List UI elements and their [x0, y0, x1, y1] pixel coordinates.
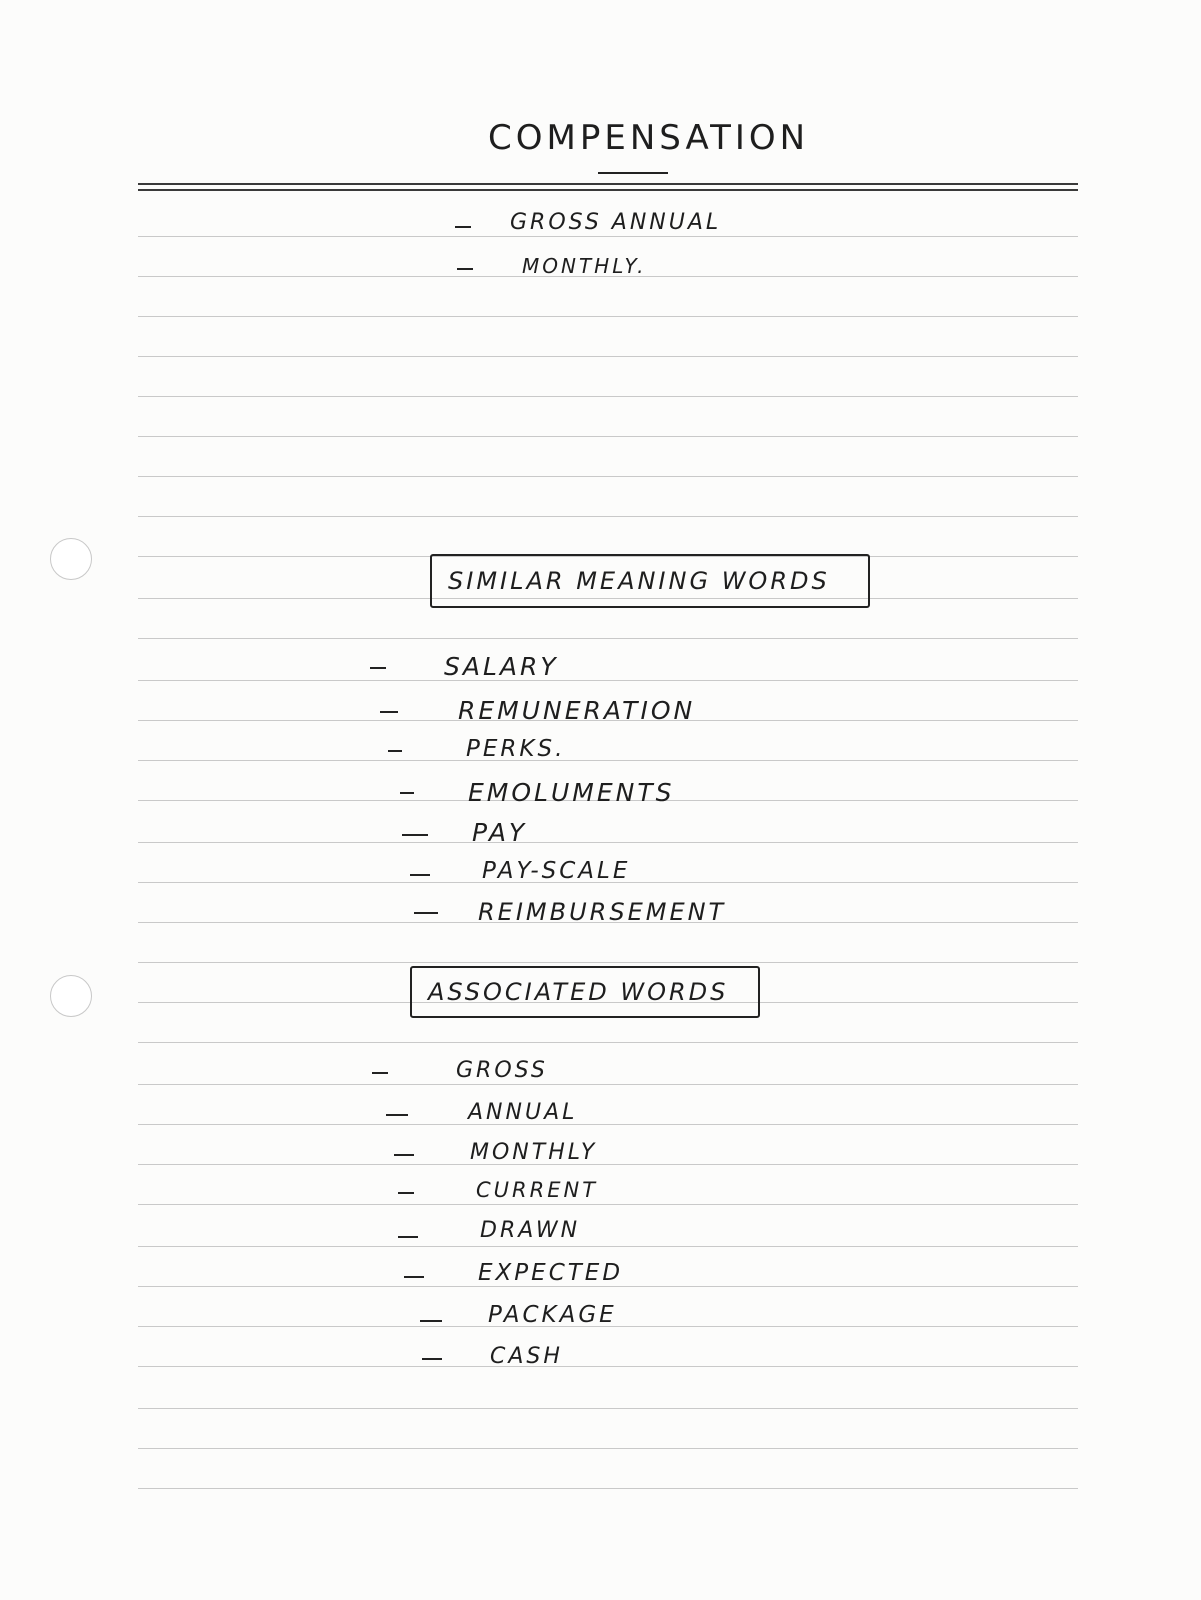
ruled-line [138, 962, 1078, 963]
ruled-line [138, 1448, 1078, 1449]
ruled-line [138, 516, 1078, 517]
similar-item: REIMBURSEMENT [478, 898, 727, 926]
associated-item: DRAWN [480, 1218, 581, 1243]
similar-heading-box [430, 554, 870, 608]
ruled-line [138, 1164, 1078, 1165]
ruled-line [138, 1204, 1078, 1205]
associated-item: ANNUAL [468, 1100, 578, 1125]
similar-item: EMOLUMENTS [468, 778, 675, 807]
dash-mark [402, 834, 428, 836]
associated-item: CURRENT [476, 1178, 599, 1202]
ruled-line [138, 356, 1078, 357]
similar-item: REMUNERATION [458, 696, 696, 725]
ruled-line [138, 1286, 1078, 1287]
ruled-line [138, 1084, 1078, 1085]
similar-item: PERKS. [466, 736, 566, 762]
dash-mark [420, 1320, 442, 1322]
ruled-line [138, 436, 1078, 437]
dash-mark [372, 1072, 388, 1074]
dash-mark [398, 1192, 414, 1194]
ruled-line [138, 1366, 1078, 1367]
similar-item: SALARY [444, 652, 559, 681]
header-rule [138, 183, 1078, 185]
dash-mark [380, 711, 398, 713]
ruled-line [138, 1246, 1078, 1247]
associated-heading: ASSOCIATED WORDS [428, 978, 729, 1006]
dash-mark [388, 750, 402, 752]
dash-mark [455, 226, 471, 228]
ruled-line [138, 842, 1078, 843]
ruled-line [138, 1488, 1078, 1489]
dash-mark [394, 1154, 414, 1156]
associated-item: MONTHLY [470, 1140, 598, 1165]
ruled-line [138, 1408, 1078, 1409]
dash-mark [457, 268, 473, 270]
ruled-line [138, 1124, 1078, 1125]
title-underline [598, 172, 668, 174]
dash-mark [370, 667, 386, 669]
ruled-line [138, 638, 1078, 639]
similar-heading: SIMILAR MEANING WORDS [448, 567, 830, 595]
page-title: COMPENSATION [488, 118, 810, 158]
ruled-line [138, 760, 1078, 761]
dash-mark [414, 912, 438, 914]
top-item: GROSS ANNUAL [510, 210, 722, 235]
associated-item: CASH [490, 1344, 563, 1369]
ruled-line [138, 396, 1078, 397]
ruled-line [138, 316, 1078, 317]
dash-mark [410, 874, 430, 876]
similar-item: PAY-SCALE [482, 858, 631, 884]
ruled-line [138, 236, 1078, 237]
top-item: MONTHLY. [522, 254, 647, 278]
associated-heading-box [410, 966, 760, 1018]
associated-item: PACKAGE [488, 1302, 617, 1328]
punch-hole-bottom [50, 975, 92, 1017]
punch-hole-top [50, 538, 92, 580]
associated-item: GROSS [456, 1058, 548, 1083]
ruled-line [138, 680, 1078, 681]
ruled-line [138, 476, 1078, 477]
dash-mark [386, 1114, 408, 1116]
ruled-line [138, 1042, 1078, 1043]
associated-item: EXPECTED [478, 1260, 624, 1286]
similar-item: PAY [472, 818, 528, 847]
dash-mark [422, 1358, 442, 1360]
dash-mark [400, 792, 414, 794]
header-rule-2 [138, 189, 1078, 191]
dash-mark [398, 1236, 418, 1238]
dash-mark [404, 1276, 424, 1278]
